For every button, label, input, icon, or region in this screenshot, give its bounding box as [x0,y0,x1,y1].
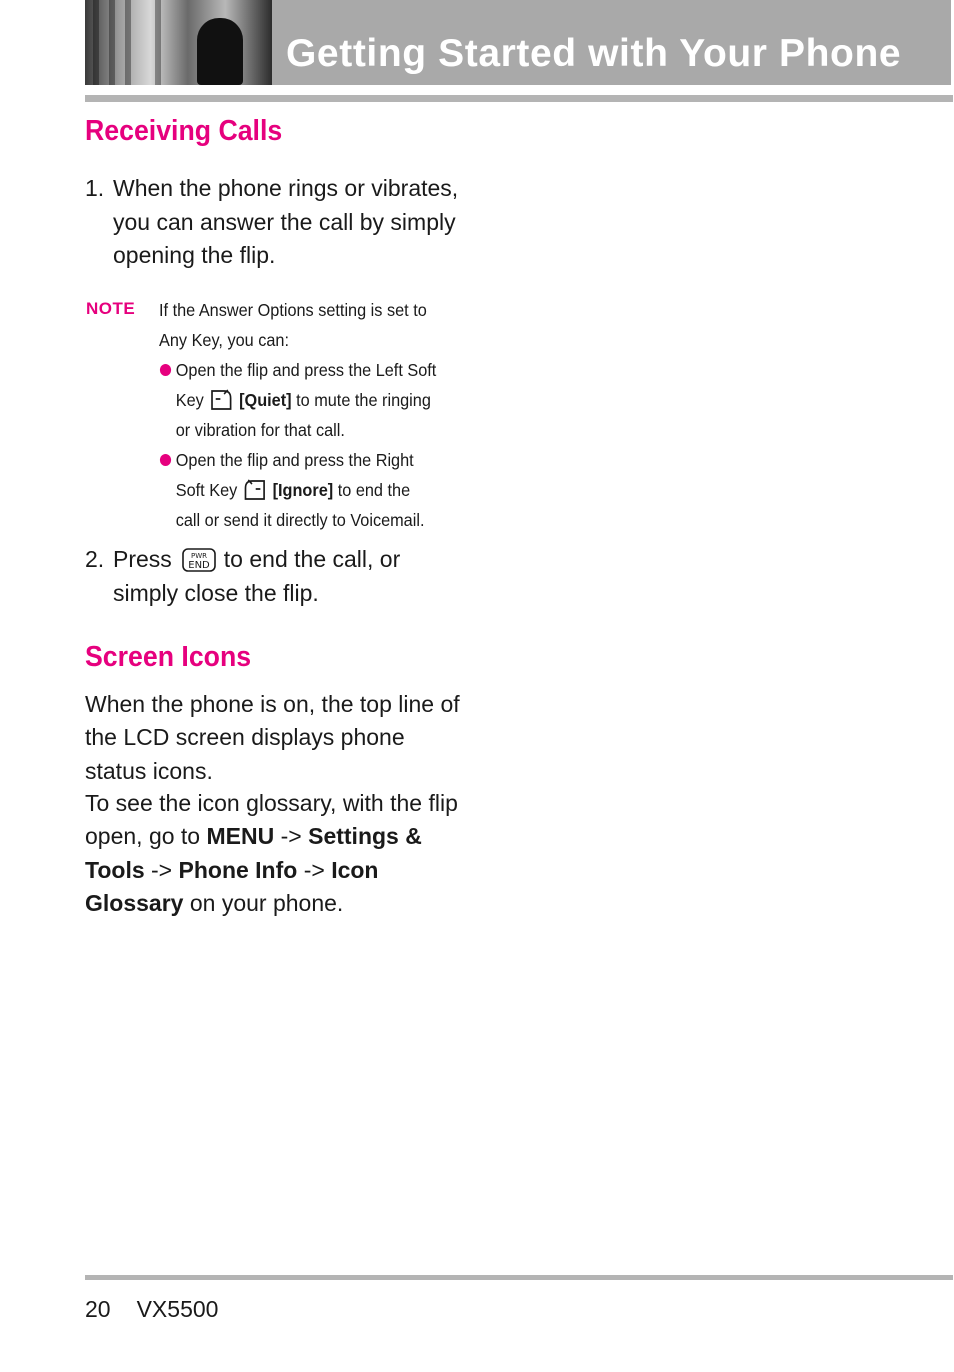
note-label: NOTE [86,299,136,318]
page-number: 20 [85,1296,111,1322]
header-photo [85,0,272,85]
step-text-after: to end the call, or simply close the flip. [113,546,401,606]
model-name: VX5500 [136,1296,219,1322]
page-footer [85,1296,218,1323]
header-divider [85,95,953,102]
section-heading-screen-icons: Screen Icons [85,641,252,673]
menu-path-phone-info: Phone Info [178,856,298,883]
note-bullet-quiet: Open the flip and press the Left Soft Key [Quiet] to mute the ringing or vibration for that call. [159,355,438,445]
left-soft-key-icon [209,388,233,412]
footer-divider [85,1275,953,1280]
section-heading-receiving-calls: Receiving Calls [85,115,283,147]
menu-path-icon-glossary: Icon Glossary [85,856,379,916]
header-bar [272,0,951,85]
step-2 [85,543,465,610]
bullet-dot [160,454,171,466]
step-number: 1. [85,175,105,201]
page-title: Getting Started with Your Phone [286,32,902,75]
bullet-dot [160,364,171,376]
step-number: 2. [85,546,105,572]
svg-text:PWR: PWR [190,552,207,560]
step-text-before: Press [113,546,172,572]
icon-glossary-instructions: To see the icon glossary, with the flip open, go to MENU -> Settings & Tools -> Phone Info -> Icon Glossary on your phone. [85,790,458,916]
menu-path-settings-tools: Settings & Tools [85,823,422,883]
screen-icons-paragraph: When the phone is on, the top line of the LCD screen displays phone status icons. [85,691,460,784]
right-soft-key-icon [243,478,267,502]
note-body [159,295,438,535]
menu-path-menu: MENU [206,823,275,850]
end-key-icon [182,548,216,572]
step-text: When the phone rings or vibrates, you can answer the call by simply opening the flip. [113,175,459,268]
note-intro: If the Answer Options setting is set to Any Key, you can: [159,300,427,350]
svg-text:END: END [188,560,210,571]
step-1 [85,172,465,273]
note-bullet-ignore: Open the flip and press the Right Soft Key [Ignore] to end the call or send it directly to Voicemail. [159,445,438,535]
